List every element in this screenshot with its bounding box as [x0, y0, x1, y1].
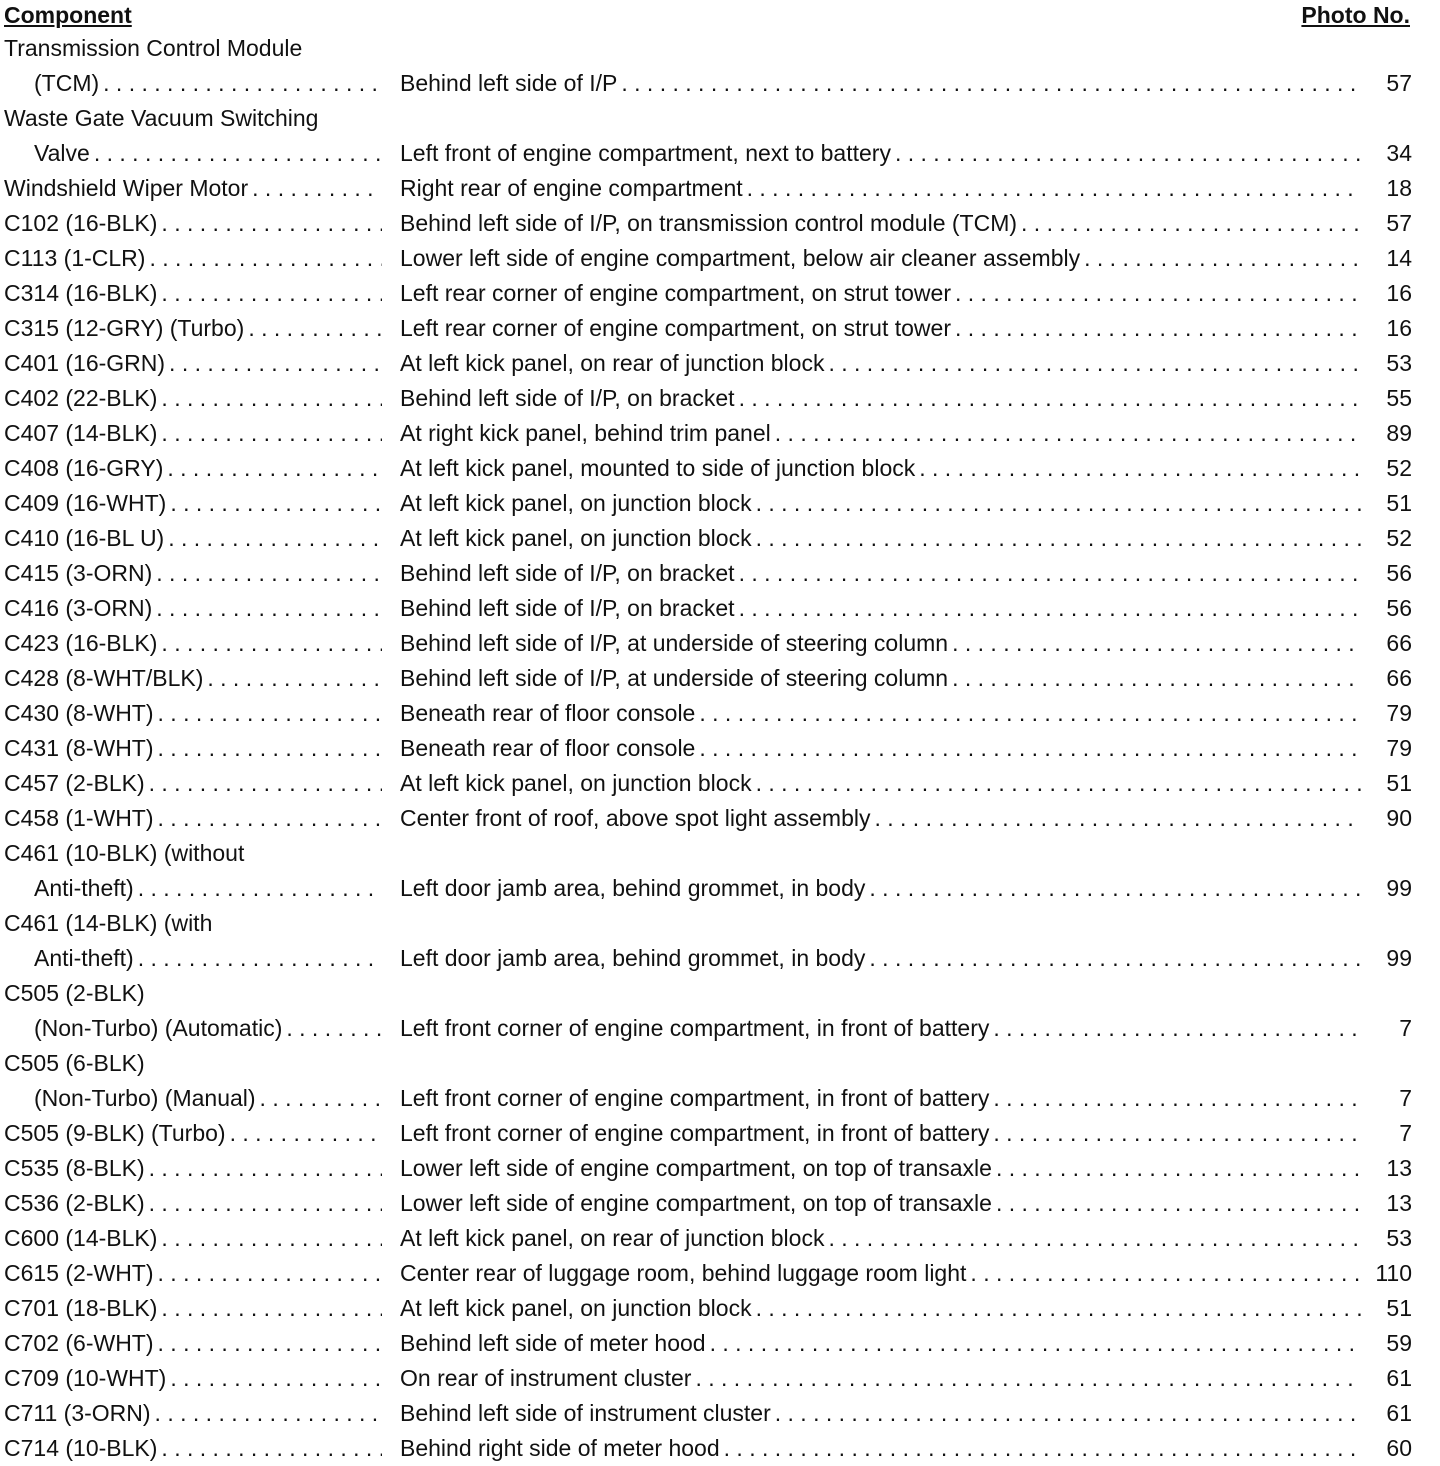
- location-cell: [400, 1256, 1362, 1291]
- component-name: (TCM): [34, 70, 100, 96]
- component-name: C415 (3-ORN): [4, 560, 153, 586]
- table-row: [0, 311, 1440, 346]
- component-name: C430 (8-WHT): [4, 700, 154, 726]
- location-text: At right kick panel, behind trim panel: [400, 420, 771, 446]
- component-cell: [4, 626, 382, 661]
- location-cell: [400, 1011, 1362, 1046]
- location-cell: [400, 486, 1362, 521]
- photo-number: 61: [1386, 1365, 1412, 1391]
- location-text: At left kick panel, on junction block: [400, 770, 752, 796]
- component-cell: [34, 871, 382, 906]
- table-header: [0, 0, 1440, 30]
- component-name: C702 (6-WHT): [4, 1330, 154, 1356]
- location-cell: [400, 1291, 1362, 1326]
- location-cell: [400, 311, 1362, 346]
- component-name: C535 (8-BLK): [4, 1155, 145, 1181]
- dot-leader: [948, 661, 1362, 696]
- dot-leader: [915, 451, 1362, 486]
- photo-number-column-header: Photo No.: [1301, 2, 1410, 28]
- dot-leader: [865, 941, 1362, 976]
- table-row: [0, 661, 1440, 696]
- component-cell: [4, 1186, 382, 1221]
- location-cell: [400, 1116, 1362, 1151]
- location-cell: [400, 1186, 1362, 1221]
- photo-number: 57: [1386, 70, 1412, 96]
- component-name: C711 (3-ORN): [4, 1400, 151, 1426]
- dot-leader: [154, 801, 382, 836]
- location-cell: [400, 206, 1362, 241]
- component-name: C431 (8-WHT): [4, 735, 154, 761]
- photo-number: 7: [1399, 1015, 1412, 1041]
- dot-leader: [256, 1081, 382, 1116]
- component-cell: [4, 661, 382, 696]
- dot-leader: [166, 486, 382, 521]
- location-text: Behind left side of meter hood: [400, 1330, 706, 1356]
- location-cell: [400, 801, 1362, 836]
- component-name: C709 (10-WHT): [4, 1365, 167, 1391]
- location-cell: [400, 941, 1362, 976]
- dot-leader: [824, 1221, 1362, 1256]
- location-text: At left kick panel, on junction block: [400, 525, 752, 551]
- table-row: [0, 206, 1440, 241]
- dot-leader: [145, 241, 382, 276]
- component-cell: [4, 311, 382, 346]
- table-row: [0, 1151, 1440, 1186]
- dot-leader: [157, 416, 382, 451]
- dot-leader: [771, 416, 1362, 451]
- table-row: [0, 66, 1440, 101]
- table-row: [0, 171, 1440, 206]
- component-cell: [4, 486, 382, 521]
- photo-number: 56: [1386, 560, 1412, 586]
- table-row-continuation: [0, 836, 1440, 871]
- table-row: [0, 346, 1440, 381]
- table-row-continuation: [0, 906, 1440, 941]
- location-cell: [400, 66, 1362, 101]
- component-name: (Non-Turbo) (Automatic): [34, 1015, 283, 1041]
- component-cell: [34, 941, 382, 976]
- dot-leader: [152, 556, 382, 591]
- component-name: C113 (1-CLR): [4, 245, 146, 271]
- dot-leader: [154, 1326, 382, 1361]
- location-text: Left rear corner of engine compartment, on strut tower: [400, 315, 951, 341]
- location-cell: [400, 1081, 1362, 1116]
- location-text: Behind right side of meter hood: [400, 1435, 720, 1461]
- dot-leader: [226, 1116, 382, 1151]
- photo-number: 66: [1386, 665, 1412, 691]
- dot-leader: [951, 276, 1362, 311]
- dot-leader: [90, 136, 382, 171]
- component-name: Windshield Wiper Motor: [4, 175, 249, 201]
- dot-leader: [617, 66, 1362, 101]
- location-text: Behind left side of I/P, on transmission control module (TCM): [400, 210, 1018, 236]
- component-name: C457 (2-BLK): [4, 770, 145, 796]
- location-text: On rear of instrument cluster: [400, 1365, 692, 1391]
- table-row: [0, 1221, 1440, 1256]
- photo-number: 16: [1386, 280, 1412, 306]
- component-name-line: C461 (14-BLK) (with: [4, 910, 213, 936]
- location-text: Right rear of engine compartment: [400, 175, 743, 201]
- component-name: C407 (14-BLK): [4, 420, 158, 446]
- dot-leader: [695, 696, 1362, 731]
- photo-number: 56: [1386, 595, 1412, 621]
- photo-number: 60: [1386, 1435, 1412, 1461]
- component-cell: [4, 381, 382, 416]
- location-cell: [400, 521, 1362, 556]
- location-cell: [400, 626, 1362, 661]
- component-column-header: Component: [4, 2, 132, 28]
- dot-leader: [282, 1011, 382, 1046]
- dot-leader: [1017, 206, 1362, 241]
- component-name: C701 (18-BLK): [4, 1295, 158, 1321]
- component-cell: [4, 591, 382, 626]
- location-cell: [400, 766, 1362, 801]
- photo-number: 14: [1386, 245, 1412, 271]
- location-cell: [400, 241, 1362, 276]
- photo-number: 57: [1386, 210, 1412, 236]
- location-cell: [400, 591, 1362, 626]
- component-name-line: Transmission Control Module: [4, 35, 303, 61]
- dot-leader: [99, 66, 382, 101]
- dot-leader: [157, 381, 382, 416]
- location-cell: [400, 1221, 1362, 1256]
- dot-leader: [244, 311, 382, 346]
- component-name: Anti-theft): [34, 945, 134, 971]
- table-row-continuation: [0, 31, 1440, 66]
- dot-leader: [720, 1431, 1362, 1466]
- location-cell: [400, 1396, 1362, 1431]
- component-location-list: [0, 31, 1440, 1466]
- photo-number: 16: [1386, 315, 1412, 341]
- dot-leader: [989, 1011, 1362, 1046]
- component-cell: [34, 1011, 382, 1046]
- component-name: C428 (8-WHT/BLK): [4, 665, 204, 691]
- photo-number: 18: [1386, 175, 1412, 201]
- location-cell: [400, 696, 1362, 731]
- photo-number: 79: [1386, 735, 1412, 761]
- component-name: C416 (3-ORN): [4, 595, 153, 621]
- location-cell: [400, 346, 1362, 381]
- dot-leader: [891, 136, 1362, 171]
- dot-leader: [145, 1151, 382, 1186]
- table-row: [0, 1431, 1440, 1466]
- location-text: At left kick panel, on junction block: [400, 490, 752, 516]
- component-name: C410 (16-BL U): [4, 525, 165, 551]
- photo-number: 55: [1386, 385, 1412, 411]
- photo-number: 51: [1386, 770, 1412, 796]
- component-cell: [4, 1361, 382, 1396]
- dot-leader: [134, 871, 382, 906]
- dot-leader: [157, 206, 382, 241]
- location-text: Behind left side of instrument cluster: [400, 1400, 771, 1426]
- dot-leader: [152, 591, 382, 626]
- dot-leader: [154, 1256, 382, 1291]
- dot-leader: [165, 346, 382, 381]
- location-cell: [400, 171, 1362, 206]
- location-cell: [400, 381, 1362, 416]
- location-text: Left door jamb area, behind grommet, in body: [400, 945, 866, 971]
- dot-leader: [248, 171, 382, 206]
- table-row: [0, 801, 1440, 836]
- location-text: Center rear of luggage room, behind luggage room light: [400, 1260, 967, 1286]
- dot-leader: [163, 451, 382, 486]
- component-cell: [4, 346, 382, 381]
- dot-leader: [151, 1396, 382, 1431]
- component-cell: [4, 1256, 382, 1291]
- component-name: Valve: [34, 140, 90, 166]
- component-cell: [4, 1116, 382, 1151]
- component-cell: [4, 801, 382, 836]
- dot-leader: [134, 941, 382, 976]
- dot-leader: [951, 311, 1362, 346]
- photo-number: 110: [1375, 1260, 1412, 1286]
- component-name: C600 (14-BLK): [4, 1225, 158, 1251]
- location-text: Behind left side of I/P, at underside of steering column: [400, 665, 949, 691]
- dot-leader: [203, 661, 382, 696]
- photo-number: 89: [1386, 420, 1412, 446]
- component-cell: [4, 1151, 382, 1186]
- table-row: [0, 241, 1440, 276]
- location-text: Left door jamb area, behind grommet, in body: [400, 875, 866, 901]
- table-row: [0, 1256, 1440, 1291]
- location-cell: [400, 731, 1362, 766]
- table-row: [0, 416, 1440, 451]
- component-name: C409 (16-WHT): [4, 490, 167, 516]
- component-cell: [34, 1081, 382, 1116]
- table-row: [0, 591, 1440, 626]
- dot-leader: [992, 1151, 1362, 1186]
- component-name-line: C505 (6-BLK): [4, 1050, 145, 1076]
- component-cell: [4, 206, 382, 241]
- dot-leader: [157, 626, 382, 661]
- table-row: [0, 1291, 1440, 1326]
- photo-number: 51: [1386, 490, 1412, 516]
- location-cell: [400, 1361, 1362, 1396]
- location-text: Left front corner of engine compartment, in front of battery: [400, 1015, 990, 1041]
- dot-leader: [166, 1361, 382, 1396]
- location-text: Beneath rear of floor console: [400, 700, 696, 726]
- photo-number: 59: [1386, 1330, 1412, 1356]
- photo-number: 53: [1386, 1225, 1412, 1251]
- component-name-line: Waste Gate Vacuum Switching: [4, 105, 319, 131]
- table-row: [0, 136, 1440, 171]
- component-cell: [34, 66, 382, 101]
- component-name: C315 (12-GRY) (Turbo): [4, 315, 245, 341]
- location-text: At left kick panel, mounted to side of junction block: [400, 455, 916, 481]
- photo-number: 13: [1386, 1190, 1412, 1216]
- location-text: Left rear corner of engine compartment, on strut tower: [400, 280, 951, 306]
- dot-leader: [157, 1291, 382, 1326]
- photo-number: 53: [1386, 350, 1412, 376]
- component-cell: [4, 1291, 382, 1326]
- table-row: [0, 521, 1440, 556]
- table-row: [0, 1116, 1440, 1151]
- location-text: Behind left side of I/P, on bracket: [400, 560, 735, 586]
- component-cell: [4, 416, 382, 451]
- dot-leader: [752, 486, 1362, 521]
- location-cell: [400, 276, 1362, 311]
- dot-leader: [771, 1396, 1362, 1431]
- component-cell: [4, 276, 382, 311]
- photo-number: 7: [1399, 1085, 1412, 1111]
- dot-leader: [1080, 241, 1362, 276]
- table-row: [0, 941, 1440, 976]
- component-name: C402 (22-BLK): [4, 385, 158, 411]
- dot-leader: [989, 1116, 1362, 1151]
- component-name-line: C505 (2-BLK): [4, 980, 145, 1006]
- table-row: [0, 871, 1440, 906]
- component-cell: [4, 556, 382, 591]
- photo-number: 99: [1386, 945, 1412, 971]
- location-text: Behind left side of I/P, on bracket: [400, 595, 735, 621]
- component-name: C458 (1-WHT): [4, 805, 154, 831]
- component-cell: [4, 1221, 382, 1256]
- component-name: C505 (9-BLK) (Turbo): [4, 1120, 226, 1146]
- location-text: At left kick panel, on rear of junction block: [400, 1225, 825, 1251]
- table-row: [0, 1326, 1440, 1361]
- location-cell: [400, 1151, 1362, 1186]
- location-text: Lower left side of engine compartment, on top of transaxle: [400, 1190, 992, 1216]
- photo-number: 66: [1386, 630, 1412, 656]
- dot-leader: [691, 1361, 1362, 1396]
- photo-number: 34: [1386, 140, 1412, 166]
- dot-leader: [154, 696, 382, 731]
- dot-leader: [164, 521, 382, 556]
- photo-number: 61: [1386, 1400, 1412, 1426]
- table-row: [0, 766, 1440, 801]
- photo-number: 51: [1386, 1295, 1412, 1321]
- table-row: [0, 1186, 1440, 1221]
- table-row-continuation: [0, 1046, 1440, 1081]
- table-row: [0, 276, 1440, 311]
- location-text: Behind left side of I/P, on bracket: [400, 385, 735, 411]
- dot-leader: [145, 1186, 382, 1221]
- table-row: [0, 451, 1440, 486]
- component-name: (Non-Turbo) (Manual): [34, 1085, 256, 1111]
- photo-number: 79: [1386, 700, 1412, 726]
- photo-number: 52: [1386, 525, 1412, 551]
- dot-leader: [992, 1186, 1362, 1221]
- table-row: [0, 731, 1440, 766]
- table-row: [0, 381, 1440, 416]
- dot-leader: [870, 801, 1362, 836]
- component-name: C714 (10-BLK): [4, 1435, 158, 1461]
- location-text: Center front of roof, above spot light assembly: [400, 805, 871, 831]
- photo-number: 13: [1386, 1155, 1412, 1181]
- component-name: C401 (16-GRN): [4, 350, 166, 376]
- dot-leader: [948, 626, 1362, 661]
- component-cell: [4, 696, 382, 731]
- location-cell: [400, 556, 1362, 591]
- photo-number: 90: [1386, 805, 1412, 831]
- table-row: [0, 626, 1440, 661]
- location-cell: [400, 661, 1362, 696]
- location-cell: [400, 451, 1362, 486]
- dot-leader: [145, 766, 382, 801]
- location-text: Left front corner of engine compartment, in front of battery: [400, 1120, 990, 1146]
- component-name: C408 (16-GRY): [4, 455, 164, 481]
- location-text: Behind left side of I/P: [400, 70, 618, 96]
- table-row: [0, 1361, 1440, 1396]
- table-row-continuation: [0, 101, 1440, 136]
- component-cell: [4, 241, 382, 276]
- location-cell: [400, 136, 1362, 171]
- location-cell: [400, 416, 1362, 451]
- component-cell: [4, 766, 382, 801]
- component-cell: [4, 731, 382, 766]
- dot-leader: [743, 171, 1362, 206]
- component-cell: [4, 1326, 382, 1361]
- dot-leader: [735, 556, 1362, 591]
- location-cell: [400, 1326, 1362, 1361]
- dot-leader: [735, 381, 1362, 416]
- location-text: Lower left side of engine compartment, below air cleaner assembly: [400, 245, 1081, 271]
- component-name: Anti-theft): [34, 875, 134, 901]
- dot-leader: [157, 276, 382, 311]
- table-row-continuation: [0, 976, 1440, 1011]
- dot-leader: [157, 1431, 382, 1466]
- photo-number: 7: [1399, 1120, 1412, 1146]
- component-cell: [4, 1396, 382, 1431]
- table-row: [0, 486, 1440, 521]
- component-cell: [4, 171, 382, 206]
- component-cell: [4, 521, 382, 556]
- dot-leader: [695, 731, 1362, 766]
- component-name: C423 (16-BLK): [4, 630, 158, 656]
- dot-leader: [865, 871, 1362, 906]
- component-cell: [4, 451, 382, 486]
- location-cell: [400, 1431, 1362, 1466]
- table-row: [0, 1011, 1440, 1046]
- component-cell: [4, 1431, 382, 1466]
- location-cell: [400, 871, 1362, 906]
- dot-leader: [824, 346, 1362, 381]
- dot-leader: [752, 521, 1362, 556]
- photo-number: 52: [1386, 455, 1412, 481]
- location-text: Left front corner of engine compartment, in front of battery: [400, 1085, 990, 1111]
- dot-leader: [752, 1291, 1362, 1326]
- table-row: [0, 556, 1440, 591]
- location-text: At left kick panel, on junction block: [400, 1295, 752, 1321]
- location-text: Lower left side of engine compartment, on top of transaxle: [400, 1155, 992, 1181]
- table-row: [0, 1396, 1440, 1431]
- component-name: C536 (2-BLK): [4, 1190, 145, 1216]
- location-text: Left front of engine compartment, next to battery: [400, 140, 891, 166]
- component-name-line: C461 (10-BLK) (without: [4, 840, 245, 866]
- table-row: [0, 1081, 1440, 1116]
- table-row: [0, 696, 1440, 731]
- dot-leader: [706, 1326, 1362, 1361]
- dot-leader: [735, 591, 1362, 626]
- component-name: C615 (2-WHT): [4, 1260, 154, 1286]
- location-text: Beneath rear of floor console: [400, 735, 696, 761]
- component-name: C314 (16-BLK): [4, 280, 158, 306]
- location-text: Behind left side of I/P, at underside of steering column: [400, 630, 949, 656]
- dot-leader: [966, 1256, 1362, 1291]
- location-text: At left kick panel, on rear of junction block: [400, 350, 825, 376]
- photo-number: 99: [1386, 875, 1412, 901]
- component-name: C102 (16-BLK): [4, 210, 158, 236]
- dot-leader: [157, 1221, 382, 1256]
- component-cell: [34, 136, 382, 171]
- dot-leader: [752, 766, 1362, 801]
- dot-leader: [154, 731, 382, 766]
- dot-leader: [989, 1081, 1362, 1116]
